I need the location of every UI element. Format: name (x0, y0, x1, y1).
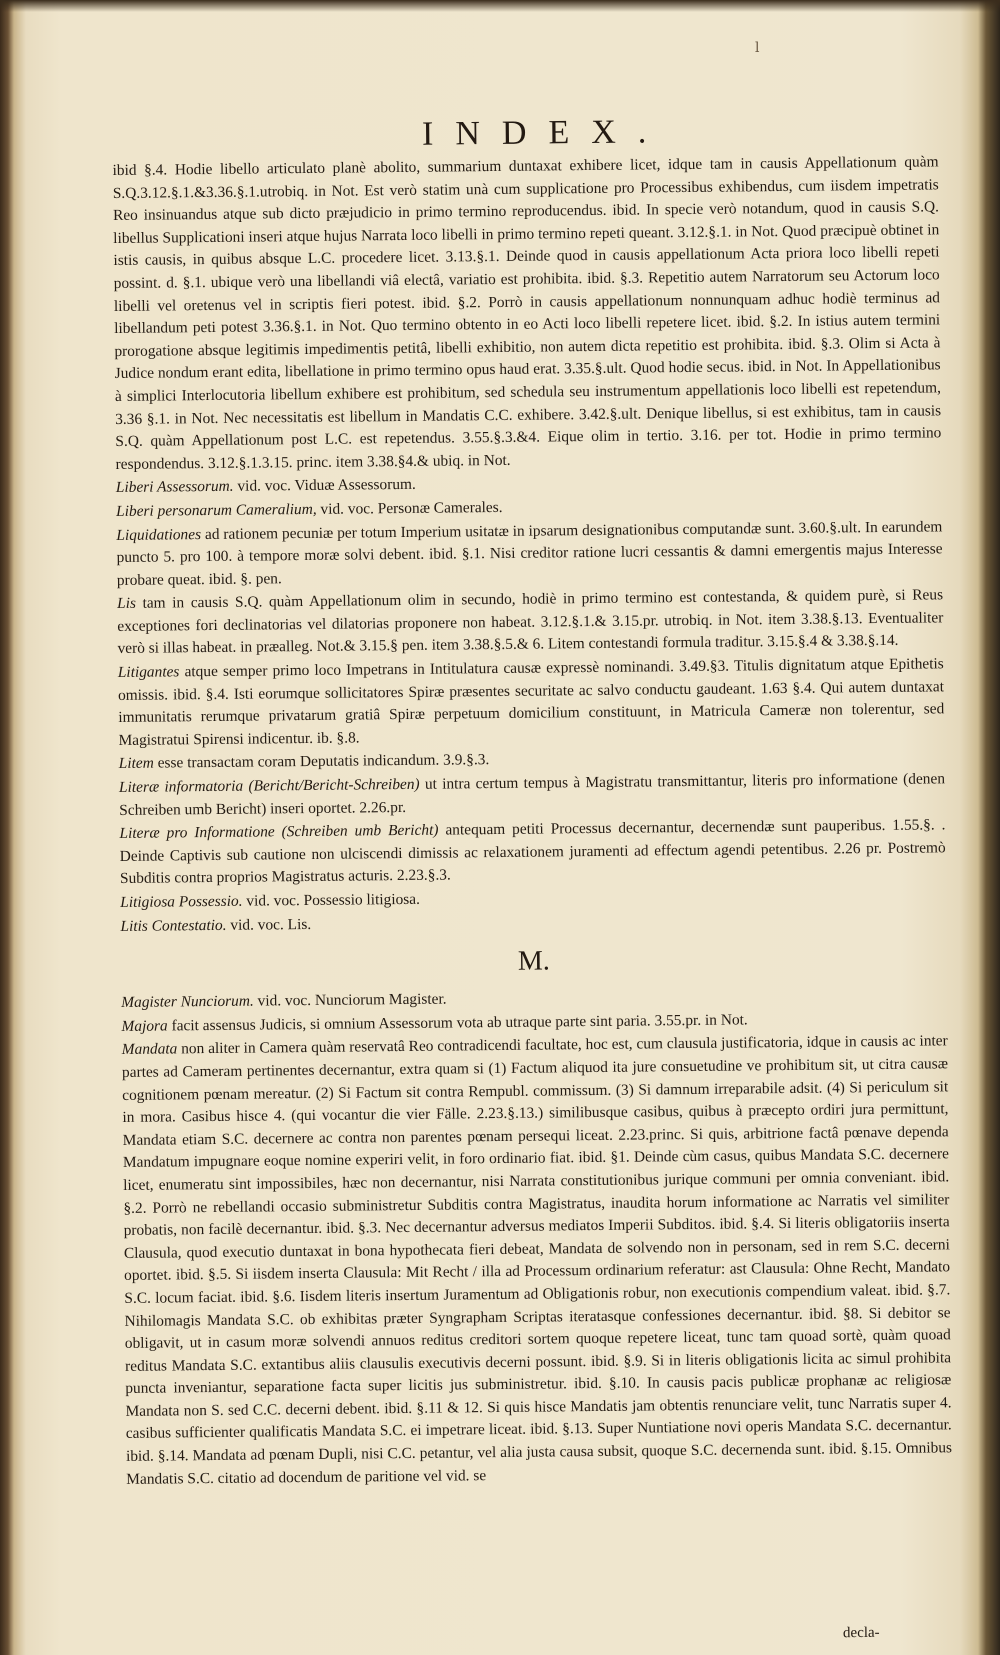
entry-term: Litis Contestatio. (120, 916, 227, 935)
entry-text: antequam petiti Processus decernantur, decernendæ sunt pauperibus. 1.55.§. . Deinde Captivis sub cautione non ulciscendi dimissis ac relaxationem juramenti ad effectum agendi petentibus. 2.26 pr. Postremò Subditis contra proprios Magistratus acturis. 2.23.§.3. (119, 816, 946, 888)
folio-mark: l (755, 40, 760, 56)
entry-text: ut intra certum tempus à Magistratu transmittantur, literis pro informatione (denen Schreiben umb Bericht) inseri oportet. 2.26.pr. (119, 770, 946, 819)
entry-text: esse transactam coram Deputatis indicandum. 3.9.§.3. (153, 751, 490, 773)
entry-text: vid. voc. Possessio litigiosa. (242, 890, 421, 910)
index-entry (117, 585, 944, 661)
entry-text: atque semper primo loco Impetrans in Intitulatura causæ expressè nominandi. 3.49.§3. Titulis dignitatum atque Epithetis omissis. ibid. §.4. Isti eorumque sollicitatores Spiræ præsentes securitate ac salvo conductu gaudeant. 1.63 §.4. Qui autem duntaxat immunitatis rerumque privatarum gratiâ Spiræ perpetuum domicilium constituunt, in Matricula Cameræ non tolerentur, sed Magistratui Spirensi indicentur. ib. §.8. (117, 655, 945, 749)
entry-term: Literæ informatoria (Bericht/Bericht-Schreiben) (118, 775, 420, 796)
entry-text: vid. voc. Nunciorum Magister. (253, 990, 447, 1010)
entries-l (112, 151, 946, 938)
entry-text: vid. voc. Personæ Camerales. (316, 498, 503, 518)
entry-term: Lis (116, 595, 137, 613)
entry-text: ad rationem pecuniæ per totum Imperium usitatæ in ipsarum designationibus computandæ sunt. 3.60.§.ult. In earundem puncto 5. pro 100. à tempore moræ solvi debent. ibid. §.1. Nisi creditor ratione lucri cessantis & damni emergentis majus Interesse probare queat. ibid. §. pen. (116, 517, 943, 589)
entry-text: vid. voc. Viduæ Assessorum. (233, 476, 416, 496)
entry-term: Liquidationes (116, 525, 202, 544)
catchword: decla- (842, 1624, 880, 1642)
entry-term: Liberi Assessorum. (115, 478, 234, 497)
entry-term: Liberi personarum Cameralium, (116, 500, 317, 520)
entry-text: vid. voc. Lis. (226, 915, 312, 934)
entry-term: Litigiosa Possessio. (120, 892, 243, 911)
entry-text: ibid §.4. Hodie libello articulato planè abolito, summarium duntaxat exhibere licet, idque tam in causis Appellationum quàm S.Q.3.12.§.1.&3.36.§.1.utrobiq. in Not. Est verò statim unà cum supplicatione pro Processibus exhibendus, cum iisdem impetratis Reo insinuandus atque sub dicto præjudicio in primo termino reproducendus. ibid. In specie verò notandum, quod in causis S.Q. libellus Supplicationi inseri atque hujus Narrata loco libelli in primo termino repeti queant. 3.12.§.1. in Not. Quod præcipuè obtinet in istis causis, in quibus absque L.C. procedere licet. 3.13.§.1. Deinde quod in causis appellationum Acta priora loco libelli repeti possint. d. §.1. ubique verò una libellandi viâ electâ, variatio est prohibita. ibid. §.3. Repetitio autem Narratorum seu Actorum loco libelli vel oretenus vel in scriptis fieri potest. ibid. §.2. Porrò in causis appellationum nonnunquam adhuc hodiè terminus ad libellandum peti potest 3.36.§.1. in Not. Quo termino obtento in eo Acti loco libelli repetere licet. ibid. §.2. In istius autem termini prorogatione absque legitimis impedimentis petitâ, libelli exhibitio, non autem dicta repetitio est prohibita. ibid. §.3. Olim si Acta à Judice nondum erant edita, libellatione in primo termino opus haud erat. 3.35.§.ult. Quod hodie secus. ibid. in Not. In Appellationibus à simplici Interlocutoria libellum exhibere est prohibitum, sed schedula seu instrumentum appellationis loco libelli est repetendum, 3.36 §.1. in Not. Nec necessitatis est libellum in Mandatis C.C. exhibere. 3.42.§.ult. Denique libellus, si est exhibitus, tam in causis S.Q. quàm Appellationum post L.C. est repetendus. 3.55.§.3.&4. Eique olim in tertio. 3.16. per tot. Hodie in primo termino respondendus. 3.12.§.1.3.15. princ. item 3.38.§4.& ubiq. in Not. (112, 153, 942, 473)
entry-term: Mandata (121, 1040, 178, 1059)
entry-term: Litigantes (117, 663, 180, 682)
page-title: INDEX. (421, 113, 669, 153)
entry-term: Literæ pro Informatione (Schreiben umb Bericht) (119, 821, 439, 843)
entry-term: Litem (118, 755, 154, 773)
index-entry (112, 151, 941, 476)
index-entry (118, 653, 945, 752)
entry-text: facit assensus Judicis, si omnium Assessorum vota ab utraque parte sint paria. 3.55.pr. in Not. (167, 1011, 748, 1035)
entry-text: tam in causis S.Q. quàm Appellationum olim in secundo, hodiè in primo termino est contestanda, & quidem purè, si Reus exceptiones fori declinatorias vel dilatorias proponere non habeat. 3.12.§.1.& 3.15.pr. utrobiq. in Not. item 3.38.§.13. Eventualiter verò si illas habeat. in præalleg. Not.& 3.15.§ pen. item 3.38.§.5.& 6. Litem contestandi formula traditur. 3.15.§.4 & 3.38.§.14. (117, 586, 944, 658)
entry-text: non aliter in Camera quàm reservatâ Reo contradicendi facultate, hoc est, cum clausula justificatoria, idque in causis ac inter partes ad Cameram pertinentes decernantur, extra quam si (1) Factum aliquod ita jure consuetudine ve prohibitum sit, ut citra causæ cognitionem pœnam mereatur. (2) Si Factum sit contra Rempubl. commissum. (3) Si damnum irreparabile adsit. (4) Si periculum sit in mora. Casibus hisce 4. (qui vocantur die vier Fälle. 2.23.§.13.) similibusque casibus, quibus à præcepto ordiri jura permittunt, Mandata etiam S.C. decernere ac contra non parentes pœnam persequi liceat. 2.23.princ. Si quis, arbitrione factâ pœnave dependa Mandatum impugnare eoque nomine experiri velit, in foro ordinario fiat. ibid. §1. Deinde cùm casus, quibus Mandata S.C. decernere licet, enumeratu sint impossibiles, hæc non decernantur, nisi Narrata constitutionibus jurique communi per omnia conveniant. ibid. §.2. Porrò ne rebellandi occasio subministretur Subditis contra Magistratus, inaudita horum informatione ac Narratis vel similiter probatis, non facilè decernantur. ibid. §.3. Nec decernantur adversus mediatos Imperii Subditos. ibid. §.4. Si literis obligatoriis inserta Clausula, quod executio duntaxat in bona hypothecata fieri debeat, Mandata de solvendo non in personam, sed in rem S.C. decerni oportet. ibid. §.5. Si iisdem inserta Clausula: Mit Recht / illa ad Processum ordinarium referatur: ast Clausula: Ohne Recht, Mandato S.C. locum faciat. ibid. §.6. Iisdem literis insertum Juramentum ad Obligationis robur, non executionis compendium valeat. ibid. §.7. Nihilomagis Mandata S.C. ob exhibitas præter Syngrapham Scriptas iteratasque confessiones decernantur. ibid. §8. Si debitor se obligavit, ut in casum moræ solvendi annuos reditus creditori sortem quoque repetere liceat, tunc tam quoad sortè, quàm quoad reditus Mandata S.C. extantibus aliis clausulis executivis decerni possunt. ibid. §.9. Si in literis obligationis licita ac simul prohibita puncta inveniantur, separatione facta super licitis jus subministretur. ibid. §.10. In causis pacis publicæ prophanæ ac religiosæ Mandata non S. sed C.C. decerni debent. ibid. §.11 & 12. Si quis hisce Mandatis jam obtentis renunciare velit, tunc Narratis super 4. casibus sufficienter qualificatis Mandata S.C. ei impetrare liceat. ibid. §.13. Super Nuntiatione novi operis Mandata S.C. decernantur. ibid. §.14. Mandata ad pœnam Dupli, nisi C.C. petantur, vel alia justa causa subsit, quoque S.C. decernenda sunt. ibid. §.15. Omnibus Mandatis S.C. citatio ad docendum de paritione vel vid. se (121, 1032, 953, 1488)
index-entry (119, 815, 946, 891)
section-heading-m: M. (517, 945, 550, 977)
index-entry (122, 1031, 953, 1491)
index-page (112, 109, 952, 1491)
index-entry (119, 768, 945, 822)
entries-m (121, 983, 952, 1491)
page-edge (0, 0, 1000, 12)
entry-term: Majora (121, 1017, 168, 1035)
entry-term: Magister Nunciorum. (121, 992, 254, 1012)
index-entry (116, 516, 943, 592)
